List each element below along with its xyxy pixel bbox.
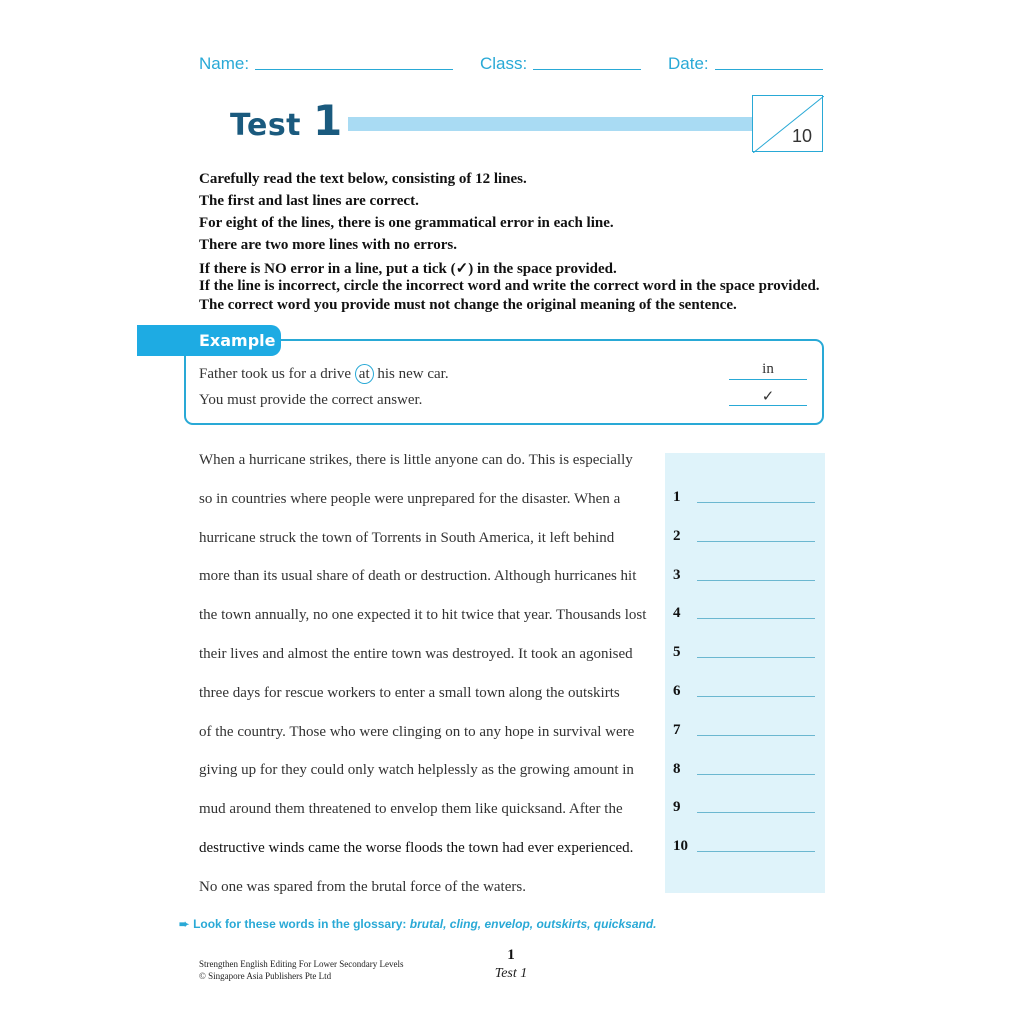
answer-blank[interactable] xyxy=(697,541,815,542)
passage-line[interactable]: their lives and almost the entire town was destroyed. It took an agonised xyxy=(199,646,633,662)
test-number: 1 xyxy=(313,96,343,145)
answer-blank[interactable] xyxy=(697,851,815,852)
answer-blank[interactable] xyxy=(697,812,815,813)
passage-line[interactable]: the town annually, no one expected it to hit twice that year. Thousands lost xyxy=(199,607,647,624)
example-label: Example xyxy=(137,325,281,356)
page-label: Test 1 xyxy=(494,966,528,981)
passage-line[interactable]: so in countries where people were unprepared for the disaster. When a xyxy=(199,490,621,507)
book-title: Strengthen English Editing For Lower Secondary Levels xyxy=(199,959,404,969)
instruction-line: Carefully read the text below, consisting of 12 lines. xyxy=(199,171,527,187)
answer-number: 8 xyxy=(673,760,681,777)
passage-line[interactable]: giving up for they could only watch helplessly as the growing amount in xyxy=(199,762,634,779)
answer-number: 5 xyxy=(673,644,681,661)
answer-blank[interactable] xyxy=(697,580,815,581)
instruction-line: There are two more lines with no errors. xyxy=(199,237,458,253)
example-answer-line xyxy=(729,405,807,406)
answer-number: 3 xyxy=(673,566,681,583)
answer-blank[interactable] xyxy=(697,696,815,697)
answer-number: 10 xyxy=(673,838,688,855)
instruction-line: For eight of the lines, there is one grammatical error in each line. xyxy=(199,215,614,231)
answer-number: 2 xyxy=(673,527,681,544)
passage-line[interactable]: destructive winds came the worse floods the town had ever experienced. xyxy=(199,840,634,856)
glossary-prefix: Look for these words in the glossary: xyxy=(193,917,410,931)
passage-line[interactable]: of the country. Those who were clinging on to any hope in survival were xyxy=(199,723,635,740)
instruction-line: The correct word you provide must not change the original meaning of the sentence. xyxy=(199,297,737,313)
test-title: Test xyxy=(230,108,302,143)
instruction-line: The first and last lines are correct. xyxy=(199,193,419,209)
date-field[interactable] xyxy=(715,69,823,70)
glossary-words: brutal, cling, envelop, outskirts, quicksand. xyxy=(409,917,657,931)
example-answer-1: in xyxy=(762,361,774,377)
score-divider-icon xyxy=(753,96,824,153)
answer-blank[interactable] xyxy=(697,618,815,619)
answer-number: 6 xyxy=(673,683,681,699)
answer-panel xyxy=(665,453,825,893)
answer-blank[interactable] xyxy=(697,657,815,658)
answer-number: 1 xyxy=(673,489,681,505)
score-total: 10 xyxy=(791,126,812,146)
passage-line[interactable]: three days for rescue workers to enter a small town along the outskirts xyxy=(199,684,620,701)
passage-line[interactable]: No one was spared from the brutal force of the waters. xyxy=(199,878,526,895)
score-box[interactable] xyxy=(752,95,823,152)
circled-word: at xyxy=(355,364,374,384)
answer-number: 9 xyxy=(673,799,681,816)
answer-blank[interactable] xyxy=(697,735,815,736)
name-field[interactable] xyxy=(255,69,453,70)
class-label: Class: xyxy=(480,54,528,73)
name-label: Name: xyxy=(199,54,250,73)
answer-blank[interactable] xyxy=(697,502,815,503)
passage-line[interactable]: mud around them threatened to envelop them like quicksand. After the xyxy=(199,801,623,818)
example-line-1 xyxy=(199,364,449,384)
example-line-2: You must provide the correct answer. xyxy=(199,392,423,408)
instruction-line: If there is NO error in a line, put a tick (✓) in the space provided. xyxy=(199,261,617,277)
answer-blank[interactable] xyxy=(697,774,815,775)
instruction-line: If the line is incorrect, circle the incorrect word and write the correct word in the space provided. xyxy=(199,278,820,294)
passage-line[interactable]: more than its usual share of death or destruction. Although hurricanes hit xyxy=(199,568,637,585)
answer-number: 7 xyxy=(673,721,681,738)
arrow-right-icon: ➨ xyxy=(179,917,190,931)
passage-line[interactable]: hurricane struck the town of Torrents in South America, it left behind xyxy=(199,529,615,546)
class-field[interactable] xyxy=(533,69,641,70)
example-text-before: Father took us for a drive xyxy=(199,366,355,382)
glossary-note xyxy=(179,917,656,931)
example-text-after: his new car. xyxy=(373,366,449,382)
date-label: Date: xyxy=(668,54,709,73)
answer-number: 4 xyxy=(673,605,681,622)
example-answer-line xyxy=(729,379,807,380)
title-bar xyxy=(348,117,752,131)
passage-line[interactable]: When a hurricane strikes, there is little anyone can do. This is especially xyxy=(199,452,633,468)
page-number: 1 xyxy=(507,947,515,963)
copyright: © Singapore Asia Publishers Pte Ltd xyxy=(199,971,332,981)
example-answer-2: ✓ xyxy=(761,389,775,405)
